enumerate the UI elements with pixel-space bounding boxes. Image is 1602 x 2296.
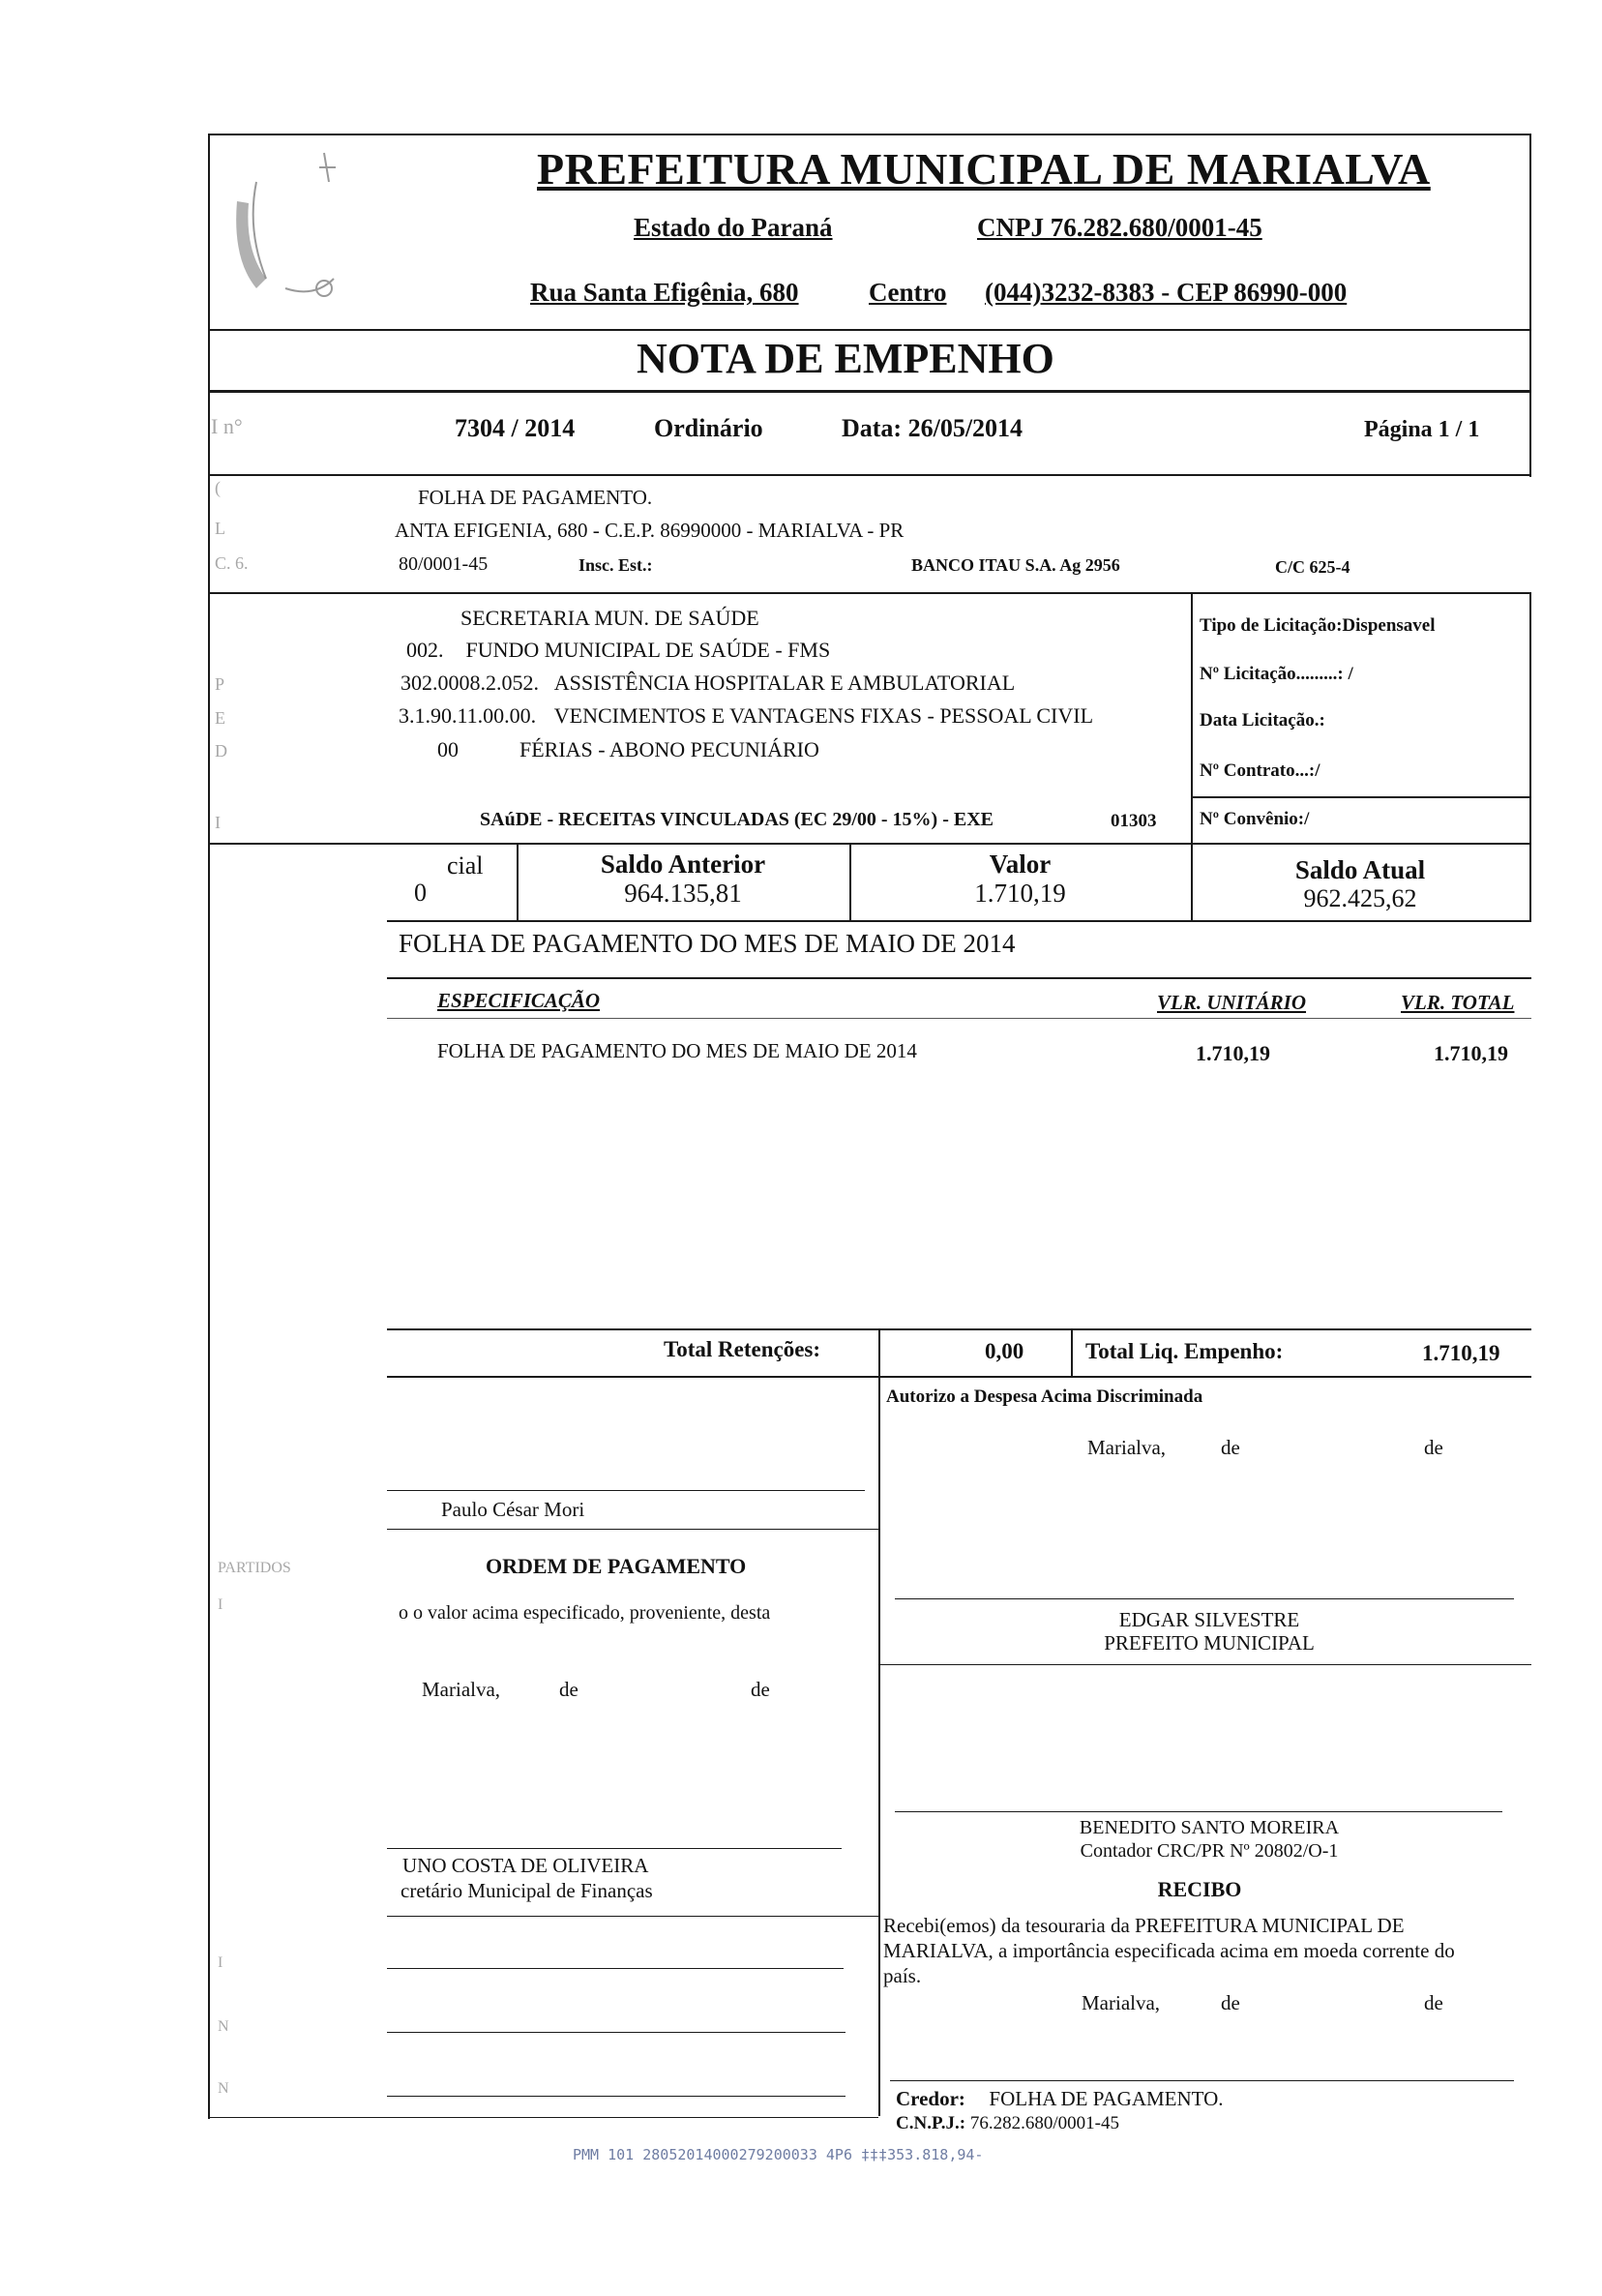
crest-logo — [227, 143, 372, 308]
history-text: FOLHA DE PAGAMENTO DO MES DE MAIO DE 2014 — [399, 929, 1016, 958]
secretary-name: UNO COSTA DE OLIVEIRA — [402, 1854, 649, 1877]
allocation-line-3: 302.0008.2.052. ASSISTÊNCIA HOSPITALAR E AMBULATORIAL — [400, 671, 1016, 695]
city-title: PREFEITURA MUNICIPAL DE MARIALVA — [537, 144, 1431, 194]
bank-account: C/C 625-4 — [1275, 557, 1350, 577]
net-commitment-value: 1.710,19 — [1422, 1341, 1500, 1365]
document-title: NOTA DE EMPENHO — [637, 335, 1054, 382]
page-number: Página 1 / 1 — [1364, 417, 1480, 442]
receipt-line-1: Recebi(emos) da tesouraria da PREFEITURA MUNICIPAL DE — [883, 1914, 1405, 1937]
balance-initial-label: cial — [447, 851, 484, 880]
empenho-type: Ordinário — [654, 414, 763, 442]
mayor-role: PREFEITO MUNICIPAL — [1104, 1631, 1315, 1655]
bidding-number: Nº Licitação.........: / — [1200, 664, 1353, 684]
phone-cep: (044)3232-8383 - CEP 86990-000 — [985, 278, 1348, 307]
creditor-cnpj-footer: C.N.P.J.: 76.282.680/0001-45 — [896, 2113, 1119, 2133]
authorization-place: Marialva, — [1087, 1436, 1167, 1459]
column-specification: ESPECIFICAÇÃO — [437, 989, 601, 1012]
receipt-line-2: MARIALVA, a importância especificada acima em moeda corrente do — [883, 1939, 1455, 1962]
contract-number: Nº Contrato...:/ — [1200, 760, 1320, 781]
value-label: Valor — [989, 850, 1052, 879]
creditor-address: ANTA EFIGENIA, 680 - C.E.P. 86990000 - MARIALVA - PR — [395, 519, 905, 542]
current-balance-value: 962.425,62 — [1303, 884, 1417, 912]
receipt-place: Marialva, — [1082, 1991, 1161, 2014]
previous-balance-label: Saldo Anterior — [600, 850, 766, 879]
balance-initial-value: 0 — [414, 879, 427, 907]
creditor-footer: Credor: FOLHA DE PAGAMENTO. — [896, 2087, 1224, 2110]
payment-order-text: o o valor acima especificado, proveniente, desta — [399, 1602, 771, 1624]
resource-code: 01303 — [1111, 811, 1157, 831]
bank-info: BANCO ITAU S.A. Ag 2956 — [911, 555, 1120, 575]
payment-order-title: ORDEM DE PAGAMENTO — [486, 1554, 747, 1578]
secretary-role: cretário Municipal de Finanças — [400, 1879, 653, 1902]
allocation-line-2: 002. FUNDO MUNICIPAL DE SAÚDE - FMS — [406, 638, 831, 662]
receipt-title: RECIBO — [1157, 1877, 1242, 1901]
payment-order-de-2: de — [751, 1678, 770, 1701]
creditor-name: FOLHA DE PAGAMENTO. — [418, 486, 653, 509]
empenho-number: 7304 / 2014 — [455, 414, 576, 442]
cnpj-header: CNPJ 76.282.680/0001-45 — [977, 213, 1262, 242]
bidding-date: Data Licitação.: — [1200, 710, 1325, 731]
address-district: Centro — [869, 278, 947, 307]
column-total-value: VLR. TOTAL — [1401, 991, 1515, 1014]
allocation-line-1: SECRETARIA MUN. DE SAÚDE — [460, 606, 759, 630]
creditor-cnpj: 80/0001-45 — [399, 553, 489, 575]
accountant-role: Contador CRC/PR Nº 20802/O-1 — [1080, 1840, 1339, 1862]
agreement-number: Nº Convênio:/ — [1200, 809, 1310, 829]
payment-order-de-1: de — [559, 1678, 578, 1701]
item-unit-value: 1.710,19 — [1196, 1041, 1270, 1065]
bidding-type: Tipo de Licitação:Dispensavel — [1200, 615, 1436, 636]
state-label: Estado do Paraná — [634, 213, 833, 242]
retentions-value: 0,00 — [985, 1339, 1024, 1363]
mayor-name: EDGAR SILVESTRE — [1118, 1608, 1300, 1631]
receipt-de-1: de — [1221, 1991, 1240, 2014]
current-balance-label: Saldo Atual — [1294, 855, 1426, 884]
authorization-de-2: de — [1424, 1436, 1443, 1459]
previous-balance-value: 964.135,81 — [624, 879, 742, 908]
allocation-line-4: 3.1.90.11.00.00. VENCIMENTOS E VANTAGENS FIXAS - PESSOAL CIVIL — [399, 703, 1094, 728]
signer-left-name: Paulo César Mori — [441, 1498, 585, 1521]
item-row — [437, 1039, 917, 1063]
allocation-line-5: 00 FÉRIAS - ABONO PECUNIÁRIO — [437, 737, 819, 761]
column-unit-value: VLR. UNITÁRIO — [1157, 991, 1307, 1014]
retentions-label: Total Retenções: — [664, 1337, 821, 1361]
empenho-date: Data: 26/05/2014 — [842, 414, 1024, 442]
resource-source: SAúDE - RECEITAS VINCULADAS (EC 29/00 - 15%) - EXE — [480, 809, 994, 830]
item-description: FOLHA DE PAGAMENTO DO MES DE MAIO DE 2014 — [437, 1039, 917, 1062]
item-total-value: 1.710,19 — [1434, 1041, 1508, 1065]
receipt-de-2: de — [1424, 1991, 1443, 2014]
number-label-faded: I n° — [211, 414, 243, 438]
authorization-de-1: de — [1221, 1436, 1240, 1459]
receipt-line-3: país. — [883, 1964, 922, 1987]
authorization-title: Autorizo a Despesa Acima Discriminada — [886, 1387, 1203, 1407]
payment-order-place: Marialva, — [422, 1678, 501, 1701]
state-registration: Insc. Est.: — [578, 555, 653, 575]
accountant-name: BENEDITO SANTO MOREIRA — [1079, 1817, 1340, 1838]
net-commitment-label: Total Liq. Empenho: — [1085, 1339, 1284, 1363]
value-amount: 1.710,19 — [974, 879, 1066, 908]
address-street: Rua Santa Efigênia, 680 — [530, 278, 799, 307]
machine-code: PMM 101 28052014000279200033 4P6 ‡‡‡353.818,94- — [573, 2146, 984, 2163]
